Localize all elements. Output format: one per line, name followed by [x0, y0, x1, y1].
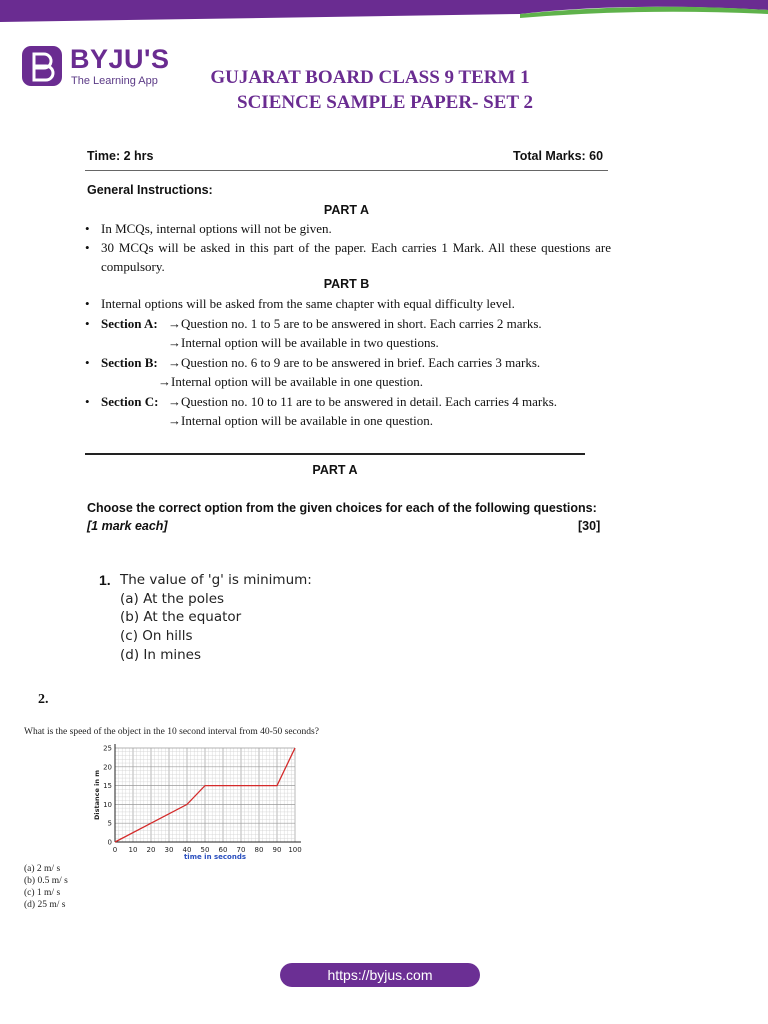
- x-tick-label: 10: [128, 846, 138, 854]
- x-tick-label: 60: [218, 846, 228, 854]
- divider: [85, 453, 585, 455]
- question-1-number: 1.: [99, 572, 111, 588]
- brand-tagline: The Learning App: [71, 75, 158, 87]
- question-1-option: (d) In mines: [120, 647, 202, 663]
- question-1-option: (c) On hills: [120, 628, 193, 644]
- header-band: [0, 0, 768, 22]
- y-axis-label: Distance in m: [93, 769, 101, 821]
- mark-each-label: [1 mark each]: [87, 519, 168, 533]
- total-marks-part-a: [30]: [578, 519, 601, 533]
- bullet: •: [85, 316, 90, 331]
- bullet: •: [85, 240, 90, 255]
- instruction-item: In MCQs, internal options will not be given.: [101, 221, 332, 236]
- question-2-option: (c) 1 m/ s: [24, 888, 61, 898]
- bullet: •: [85, 394, 90, 409]
- y-tick-label: 0: [107, 838, 112, 847]
- section-b-line1: →Question no. 6 to 9 are to be answered in brief. Each carries 3 marks.: [168, 355, 541, 370]
- paper-title-line2: SCIENCE SAMPLE PAPER- SET 2: [237, 92, 533, 113]
- x-tick-label: 20: [146, 846, 156, 854]
- part-b-heading: PART B: [323, 277, 370, 291]
- part-a-heading: PART A: [323, 203, 370, 217]
- question-2-number: 2.: [38, 692, 49, 707]
- section-a-line2: →Internal option will be available in two questions.: [168, 335, 439, 350]
- section-c-label: Section C:: [101, 394, 159, 409]
- brand-name: BYJU'S: [70, 44, 170, 74]
- y-tick-label: 25: [103, 744, 112, 753]
- instructions-heading: General Instructions:: [87, 183, 213, 197]
- choose-instruction: Choose the correct option from the given choices for each of the following questions:: [87, 501, 597, 515]
- question-1-option: (b) At the equator: [120, 609, 242, 625]
- x-tick-label: 70: [236, 846, 246, 854]
- y-tick-label: 15: [103, 782, 112, 791]
- x-tick-label: 0: [112, 846, 118, 854]
- question-1-text: The value of 'g' is minimum:: [120, 572, 312, 588]
- question-1-option: (a) At the poles: [120, 591, 225, 607]
- y-tick-label: 20: [103, 763, 112, 772]
- distance-time-chart: [95, 740, 310, 865]
- section-b-label: Section B:: [101, 355, 158, 370]
- instruction-item: 30 MCQs will be asked in this part of the paper. Each carries 1 Mark. All these questions are compulsory.: [101, 240, 611, 274]
- bullet: •: [85, 221, 90, 236]
- x-tick-label: 80: [254, 846, 264, 854]
- question-2-option: (d) 25 m/ s: [24, 900, 66, 910]
- section-a-label: Section A:: [101, 316, 158, 331]
- question-2-option: (a) 2 m/ s: [24, 864, 61, 874]
- time-label: Time: 2 hrs: [87, 149, 154, 163]
- section-c-line1: →Question no. 10 to 11 are to be answered in detail. Each carries 4 marks.: [168, 394, 558, 409]
- part-a-title: PART A: [312, 463, 358, 477]
- section-b-line2: →Internal option will be available in one question.: [158, 374, 423, 389]
- y-tick-label: 10: [103, 800, 112, 809]
- byjus-logo-icon: [20, 44, 64, 88]
- bullet: •: [85, 296, 90, 311]
- x-tick-label: 100: [288, 846, 302, 854]
- divider: [85, 170, 608, 171]
- footer-url-link[interactable]: https://byjus.com: [280, 963, 480, 987]
- x-tick-label: 90: [272, 846, 282, 854]
- bullet: •: [85, 355, 90, 370]
- instruction-item: Internal options will be asked from the same chapter with equal difficulty level.: [101, 296, 515, 311]
- x-tick-label: 30: [164, 846, 174, 854]
- section-a-line1: →Question no. 1 to 5 are to be answered in short. Each carries 2 marks.: [168, 316, 542, 331]
- x-tick-label: 40: [182, 846, 192, 854]
- total-marks-label: Total Marks: 60: [513, 149, 604, 163]
- x-tick-label: 50: [200, 846, 210, 854]
- section-c-line2: →Internal option will be available in one question.: [168, 413, 433, 428]
- question-2-option: (b) 0.5 m/ s: [24, 876, 68, 886]
- question-2-text: What is the speed of the object in the 10 second interval from 40-50 seconds?: [24, 727, 319, 737]
- paper-title-line1: GUJARAT BOARD CLASS 9 TERM 1: [210, 67, 530, 88]
- y-tick-label: 5: [107, 819, 112, 828]
- x-axis-label: time in seconds: [183, 853, 247, 861]
